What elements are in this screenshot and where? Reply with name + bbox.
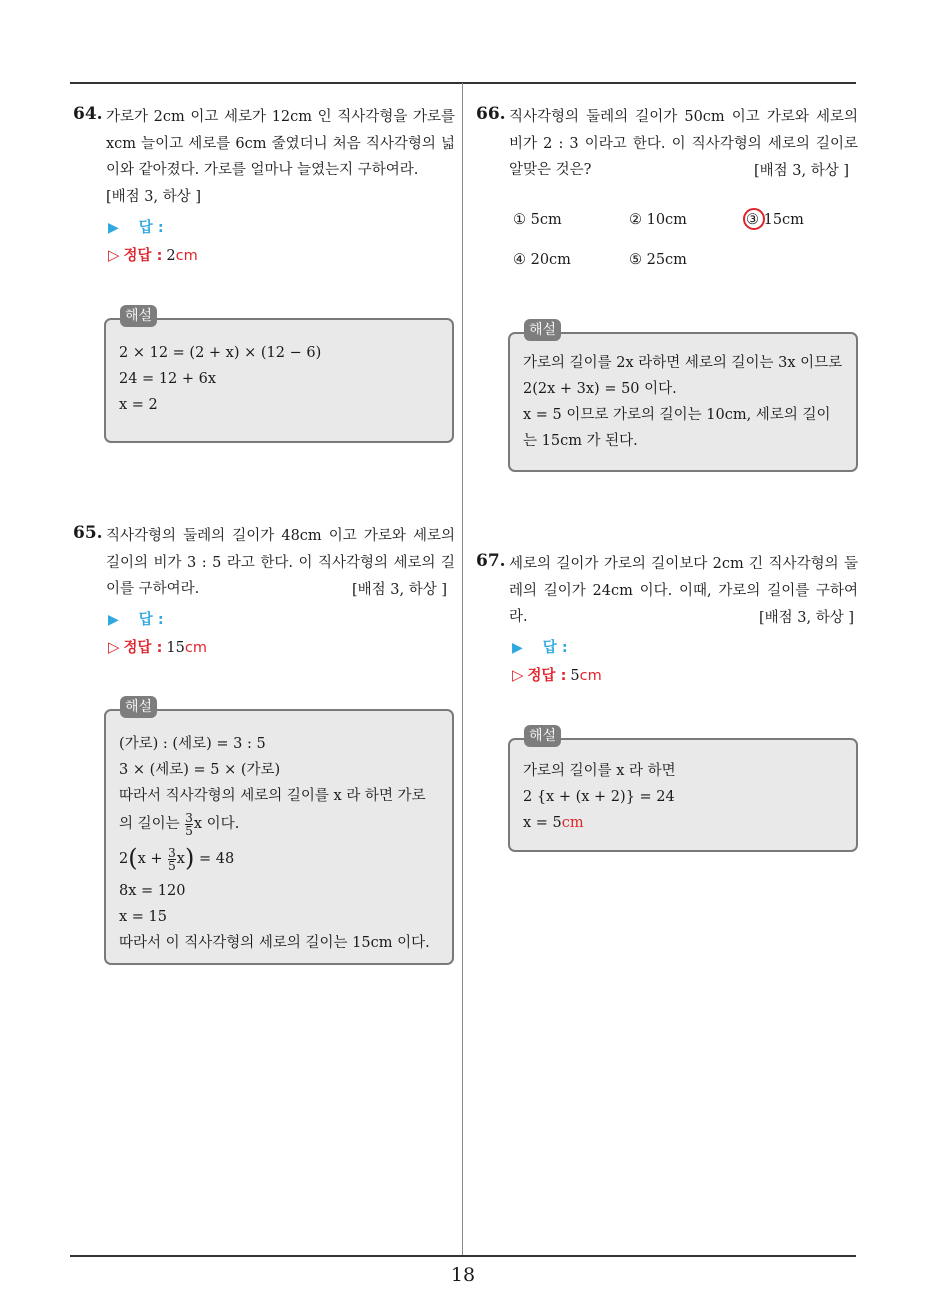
key-value: 15 (166, 640, 185, 656)
answer-label: 답 : (542, 640, 568, 656)
answer-label: 답 : (138, 220, 164, 236)
explanation-line: 가로의 길이를 x 라 하면 (523, 763, 676, 779)
explanation-line: x = 2 (119, 397, 158, 413)
play-arrow-icon: ▶ (512, 640, 523, 656)
key-line-64 (108, 244, 198, 265)
explanation-line: 2 {x + (x + 2)} = 24 (523, 789, 675, 805)
problem-number: 65. (73, 523, 103, 543)
explanation-tag: 해설 (524, 725, 561, 747)
key-value: 2 (166, 248, 176, 264)
explanation-box-65 (104, 699, 454, 965)
problem-text: 세로의 길이가 가로의 길이보다 2cm 긴 직사각형의 둘레의 길이가 24cm 이다. 이때, 가로의 길이를 구하여라. (509, 556, 858, 625)
answer-line-67 (512, 636, 568, 657)
selected-circle-icon (743, 208, 765, 230)
answer-line-65 (108, 608, 164, 629)
key-unit: cm (175, 248, 198, 264)
top-rule (70, 82, 856, 84)
explanation-body (523, 758, 844, 836)
score-label: [배점 3, 하상 ] (754, 163, 850, 179)
play-arrow-icon: ▶ (108, 220, 119, 236)
key-line-67 (512, 664, 602, 685)
fraction: $\frac{3}{5}$ (168, 845, 176, 873)
explanation-body (119, 340, 440, 418)
key-label: 정답 : (527, 668, 567, 684)
explanation-line: (가로) : (세로) = 3 : 5 (119, 736, 266, 752)
key-label: 정답 : (123, 640, 163, 656)
bottom-rule (70, 1255, 856, 1257)
key-label: 정답 : (123, 248, 163, 264)
explanation-line: 의 길이는 $\frac{3}{5}$ x 이다. (119, 810, 240, 838)
outline-arrow-icon: ▷ (512, 666, 524, 684)
answer-label: 답 : (138, 612, 164, 628)
key-line-65 (108, 636, 207, 657)
score-label: [배점 3, 하상 ] (759, 610, 855, 626)
option-2[interactable]: ② 10cm (629, 212, 687, 228)
score-label: [배점 3, 하상 ] (106, 188, 202, 205)
explanation-body (523, 350, 844, 454)
outline-arrow-icon: ▷ (108, 246, 120, 264)
explanation-line: 8x = 120 (119, 883, 186, 899)
option-3[interactable]: ③ 15cm (746, 212, 804, 228)
option-4[interactable]: ④ 20cm (513, 252, 571, 268)
problem-text: 직사각형의 둘레의 길이가 50cm 이고 가로와 세로의 비가 2 : 3 이라고 한다. 이 직사각형의 세로의 길이로 알맞은 것은? (509, 109, 858, 178)
problem-number: 66. (476, 104, 506, 124)
explanation-tag: 해설 (524, 319, 561, 341)
outline-arrow-icon: ▷ (108, 638, 120, 656)
column-divider (462, 83, 463, 1255)
fraction: $\frac{3}{5}$ (185, 810, 193, 838)
explanation-line: 3 × (세로) = 5 × (가로) (119, 762, 281, 778)
explanation-line: 24 = 12 + 6x (119, 371, 217, 387)
explanation-line: 따라서 이 직사각형의 세로의 길이는 15cm 이다. (119, 935, 430, 951)
problem-number: 64. (73, 104, 103, 124)
explanation-line: x = 5cm (523, 815, 584, 831)
explanation-line: 가로의 길이를 2x 라하면 세로의 길이는 3x 이므로 2(2x + 3x) = 50 이다. (523, 355, 843, 397)
problem-number: 67. (476, 551, 506, 571)
explanation-line: 2(x + $\frac{3}{5}$ x) = 48 (119, 844, 235, 873)
explanation-tag: 해설 (120, 696, 157, 718)
explanation-line: 2 × 12 = (2 + x) × (12 − 6) (119, 345, 322, 361)
page-number: 18 (450, 1264, 476, 1286)
explanation-tag: 해설 (120, 305, 157, 327)
explanation-box-67 (508, 728, 858, 852)
explanation-body (119, 731, 440, 956)
option-5[interactable]: ⑤ 25cm (629, 252, 687, 268)
answer-line-64 (108, 216, 164, 237)
key-unit: cm (579, 668, 602, 684)
key-value: 5 (570, 668, 580, 684)
explanation-box-66 (508, 322, 858, 472)
key-unit: cm (184, 640, 207, 656)
score-label: [배점 3, 하상 ] (352, 582, 448, 598)
problem-text: 가로가 2cm 이고 세로가 12cm 인 직사각형을 가로를 xcm 늘이고 세로를 6cm 줄였더니 처음 직사각형의 넓이와 같아졌다. 가로를 얼마나 늘였는지 구하여라. [배점 3, 하상 ] (106, 104, 455, 210)
play-arrow-icon: ▶ (108, 612, 119, 628)
option-1[interactable]: ① 5cm (513, 212, 562, 228)
explanation-box-64 (104, 308, 454, 443)
explanation-line: x = 15 (119, 909, 167, 925)
explanation-line: 따라서 직사각형의 세로의 길이를 x 라 하면 가로 (119, 788, 426, 804)
explanation-line: x = 5 이므로 가로의 길이는 10cm, 세로의 길이는 15cm 가 된다. (523, 407, 831, 449)
problem-text: 직사각형의 둘레의 길이가 48cm 이고 가로와 세로의 길이의 비가 3 : 5 라고 한다. 이 직사각형의 세로의 길이를 구하여라. (106, 528, 455, 597)
